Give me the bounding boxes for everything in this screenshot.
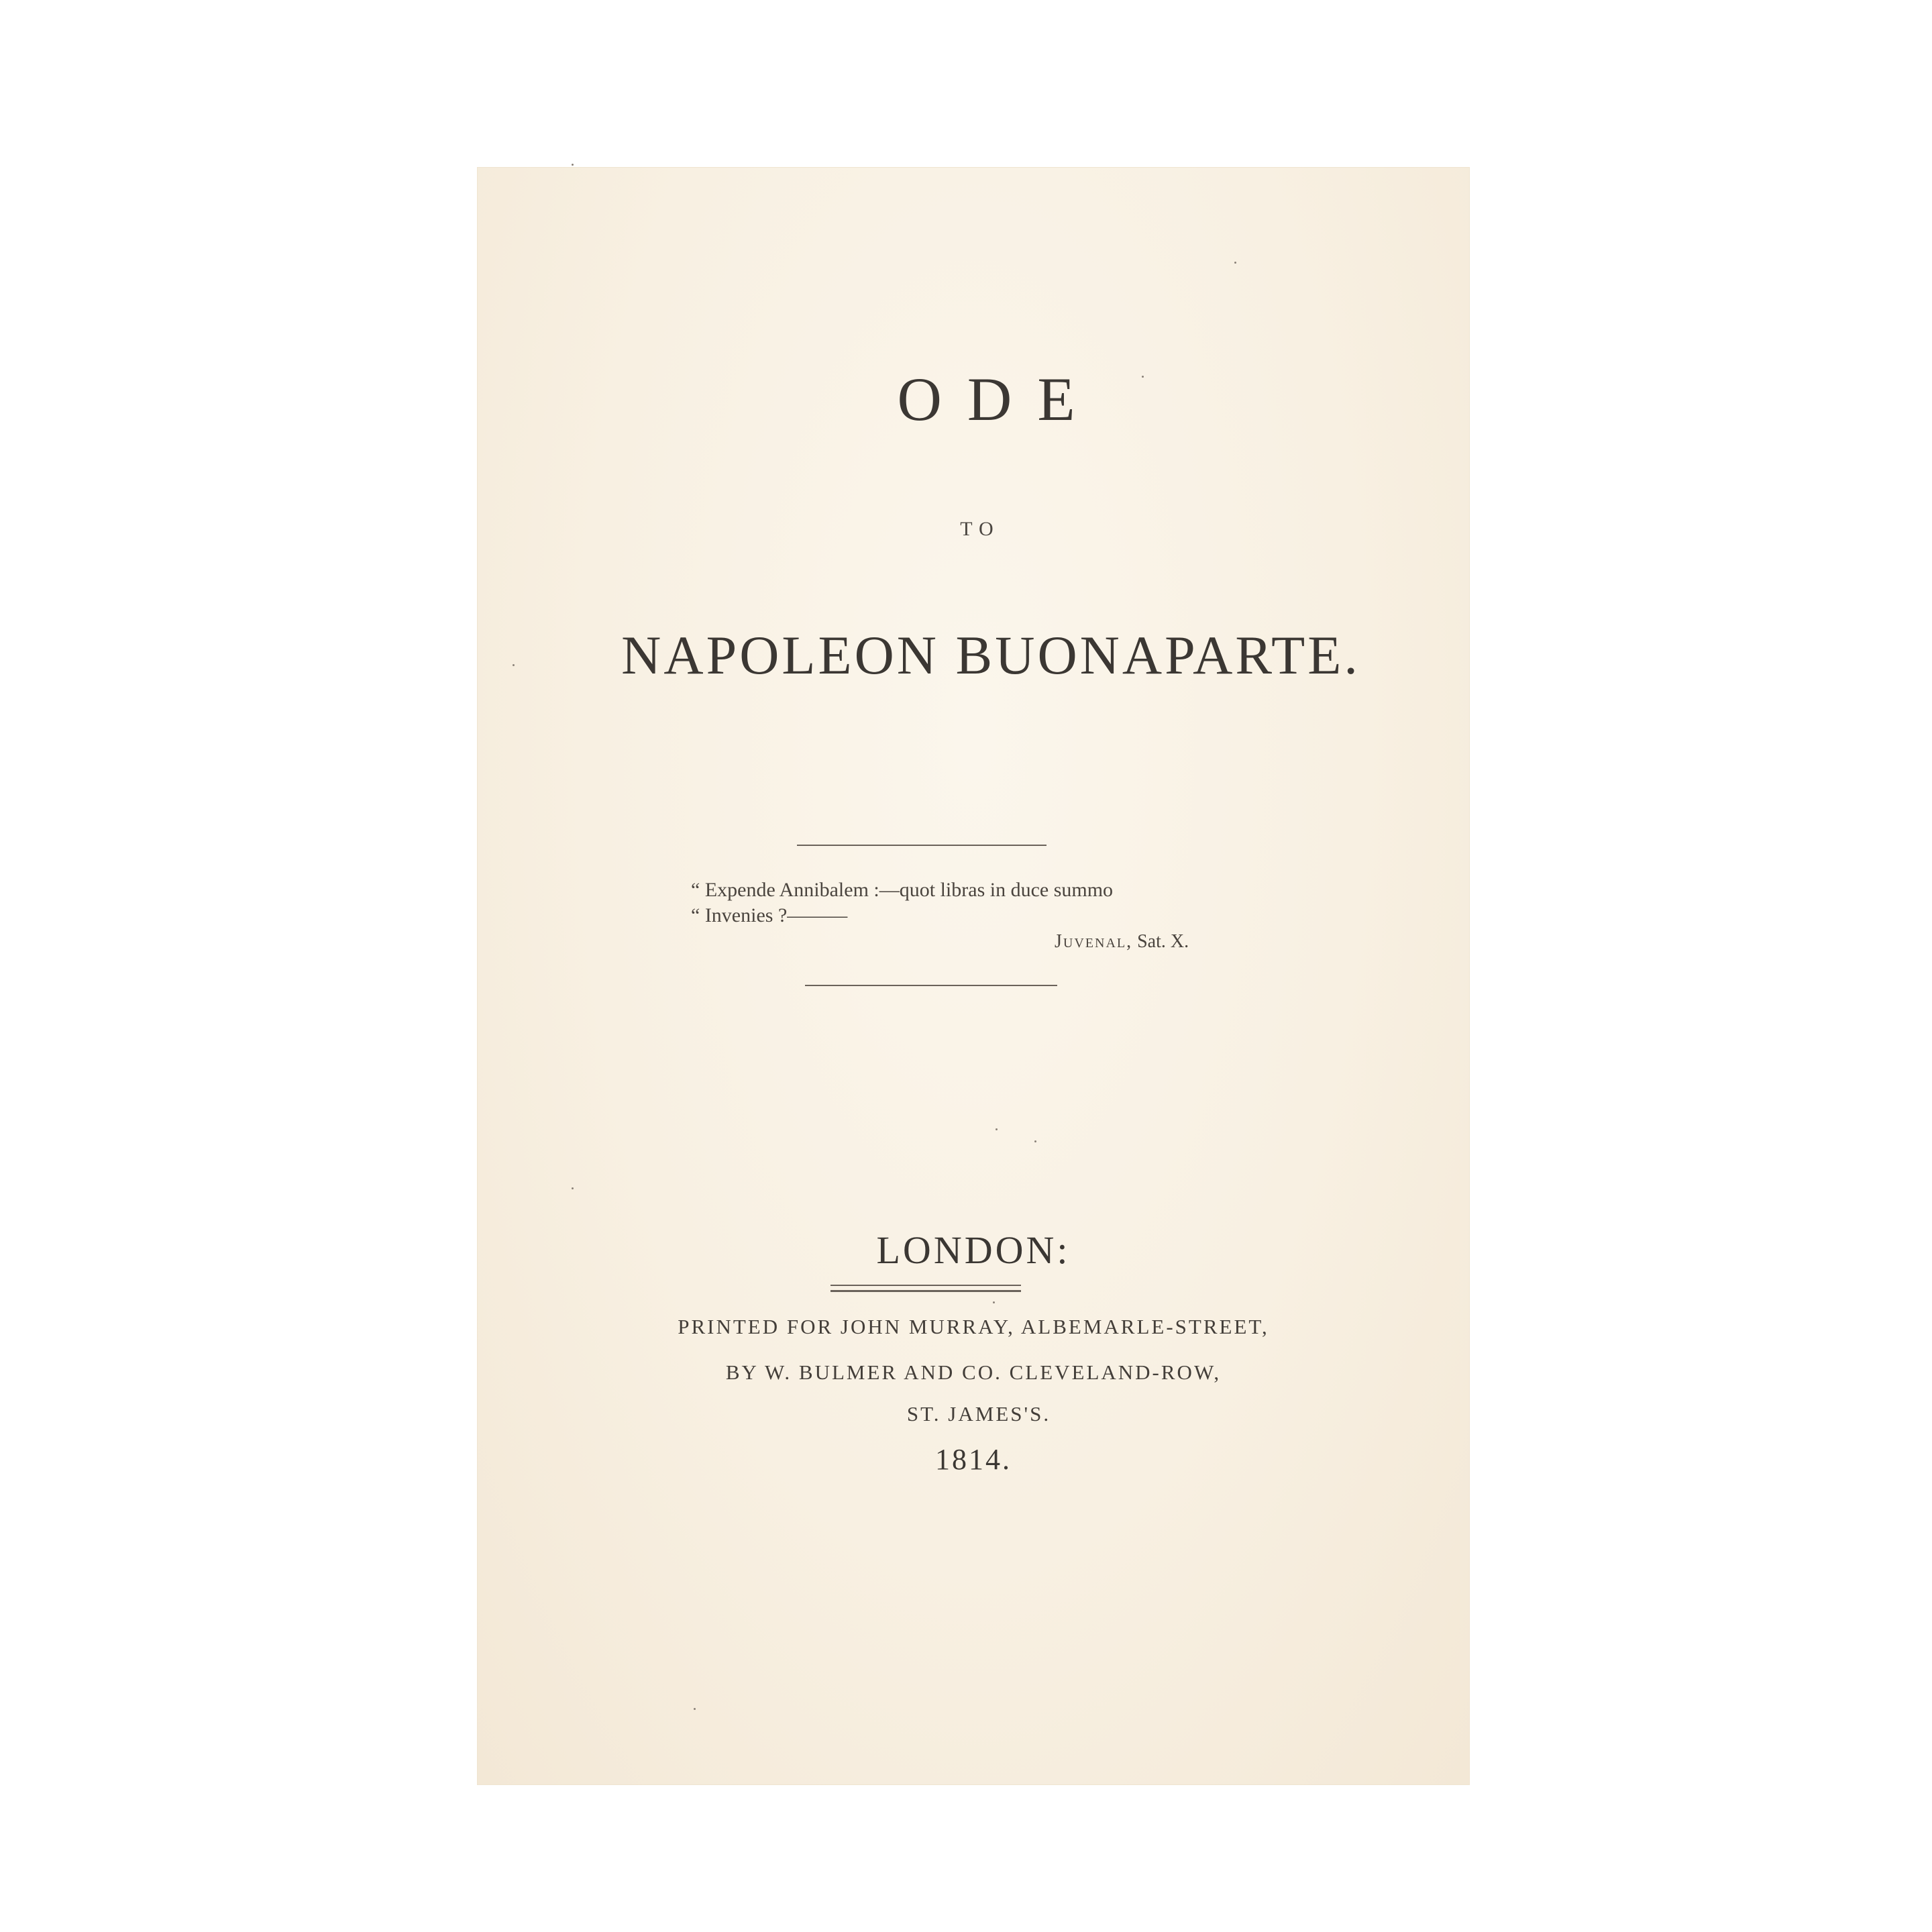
page-title: ODE xyxy=(897,365,1101,433)
imprint-line-3: ST. JAMES'S. xyxy=(906,1402,1051,1426)
epigraph-top-rule xyxy=(797,845,1046,846)
epigraph-source: Sat. X. xyxy=(1137,931,1189,952)
title-page xyxy=(478,168,1469,1784)
paper-speck xyxy=(996,1128,998,1130)
paper-speck xyxy=(1142,376,1144,378)
publication-year: 1814. xyxy=(935,1443,1012,1476)
imprint-line-2: BY W. BULMER AND CO. CLEVELAND-ROW, xyxy=(725,1360,1222,1384)
paper-speck xyxy=(993,1301,995,1303)
epigraph-citation xyxy=(1055,931,1189,953)
title-subject: NAPOLEON BUONAPARTE. xyxy=(621,625,1360,686)
paper-speck xyxy=(572,1187,574,1189)
epigraph-line-2: “ Invenies ?——— xyxy=(691,904,848,926)
imprint-place: LONDON: xyxy=(876,1228,1071,1272)
paper-speck xyxy=(694,1708,696,1710)
paper-speck xyxy=(1234,262,1236,264)
paper-speck xyxy=(1034,1140,1036,1142)
epigraph-bottom-rule xyxy=(805,985,1057,986)
paper-speck xyxy=(572,164,574,166)
title-connector: TO xyxy=(960,518,1000,540)
imprint-double-rule xyxy=(830,1285,1021,1292)
imprint-line-1: PRINTED FOR JOHN MURRAY, ALBEMARLE-STREET, xyxy=(678,1315,1269,1338)
paper-speck xyxy=(513,664,515,666)
epigraph-line-1: “ Expende Annibalem :—quot libras in duce summo xyxy=(691,879,1114,901)
epigraph-author: Juvenal, xyxy=(1055,931,1133,952)
